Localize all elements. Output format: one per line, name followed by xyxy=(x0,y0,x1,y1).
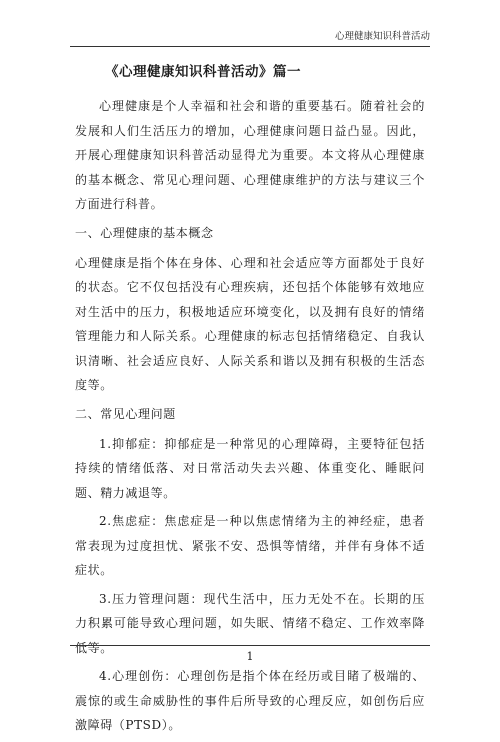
problem-item-depression: 1.抑郁症：抑郁症是一种常见的心理障碍，主要特征包括持续的情绪低落、对日常活动失去兴趣、体重变化、睡眠问题、精力减退等。 xyxy=(75,436,425,500)
section-heading-common-problems: 二、常见心理问题 xyxy=(75,406,176,421)
problem-item-trauma: 4.心理创伤：心理创伤是指个体在经历或目睹了极端的、震惊的或生命威胁性的事件后所导致的心理反应，如创伤后应激障碍（PTSD）。 xyxy=(75,669,425,732)
page-header xyxy=(70,30,430,47)
section-heading-basic-concept: 一、心理健康的基本概念 xyxy=(75,225,214,240)
problem-item-stress: 3.压力管理问题：现代生活中，压力无处不在。长期的压力积累可能导致心理问题，如失眠、情绪不稳定、工作效率降低等。 xyxy=(75,591,425,655)
header-title: 心理健康知识科普活动 xyxy=(334,31,430,42)
footer-divider xyxy=(70,645,430,646)
intro-paragraph: 心理健康是个人幸福和社会和谐的重要基石。随着社会的发展和人们生活压力的增加，心理健康问题日益凸显。因此，开展心理健康知识科普活动显得尤为重要。本文将从心理健康的基本概念、常见心理问题、心理健康维护的方法与建议三个方面进行科普。 xyxy=(75,99,425,211)
page-number: 1 xyxy=(246,650,254,663)
basic-concept-paragraph: 心理健康是指个体在身体、心理和社会适应等方面都处于良好的状态。它不仅包括没有心理疾病，还包括个体能够有效地应对生活中的压力，积极地适应环境变化，以及拥有良好的情绪管理能力和人际关系。心理健康的标志包括情绪稳定、自我认识清晰、社会适应良好、人际关系和谐以及拥有积极的生活态度等。 xyxy=(75,255,425,392)
problem-item-anxiety: 2.焦虑症：焦虑症是一种以焦虑情绪为主的神经症，患者常表现为过度担忧、紧张不安、恐惧等情绪，并伴有身体不适症状。 xyxy=(75,514,425,577)
document-title: 《心理健康知识科普活动》篇一 xyxy=(105,64,301,80)
document-body xyxy=(75,62,425,742)
